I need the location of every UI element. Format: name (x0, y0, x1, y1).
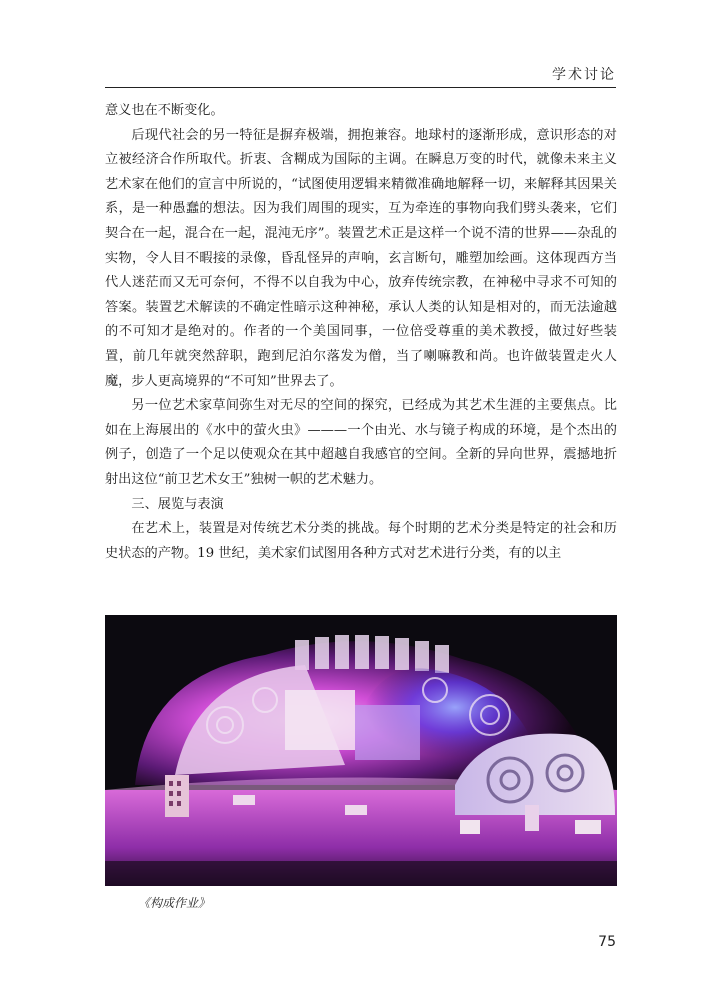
figure-caption: 《构成作业》 (138, 896, 211, 910)
figure-photo (105, 615, 617, 886)
stage-model-photo (105, 615, 617, 886)
body-text (105, 99, 617, 566)
page-number: 75 (598, 934, 616, 950)
running-header-title: 学术讨论 (552, 67, 616, 83)
section-heading: 三、展览与表演 (131, 496, 224, 512)
header-rule (105, 87, 616, 88)
paragraph: 另一位艺术家草间弥生对无尽的空间的探究，已经成为其艺术生涯的主要焦点。比如在上海展出的《水中的萤火虫》———一个由光、水与镜子构成的环境，是个杰出的例子，创造了一个足以使观众在其中超越自我感官的空间。全新的异向世界，震撼地折射出这位“前卫艺术女王”独树一帜的艺术魅力。 (105, 398, 617, 487)
paragraph: 在艺术上，装置是对传统艺术分类的挑战。每个时期的艺术分类是特定的社会和历史状态的产物。19 世纪，美术家们试图用各种方式对艺术进行分类，有的以主 (105, 521, 617, 561)
paragraph: 后现代社会的另一特征是摒弃极端，拥抱兼容。地球村的逐渐形成，意识形态的对立被经济合作所取代。折衷、含糊成为国际的主调。在瞬息万变的时代，就像未来主义艺术家在他们的宣言中所说的，“试图使用逻辑来精微准确地解释一切，来解释其因果关系，是一种愚蠢的想法。因为我们周围的现实，互为牵连的事物向我们劈头袭来，它们契合在一起，混合在一起，混沌无序”。装置艺术正是这样一个说不清的世界——杂乱的实物，令人目不暇接的录像，昏乱怪异的声响，玄言断句，雕塑加绘画。这体现西方当代人迷茫而又无可奈何，不得不以自我为中心，放弃传统宗教，在神秘中寻求不可知的答案。装置艺术解读的不确定性暗示这种神秘，承认人类的认知是相对的，而无法逾越的不可知才是绝对的。作者的一个美国同事，一位倍受尊重的美术教授，做过好些装置，前几年就突然辞职，跑到尼泊尔落发为僧，当了喇嘛教和尚。也许做装置走火人魔，步人更高境界的“不可知”世界去了。 (105, 127, 617, 389)
paragraph-continuation: 意义也在不断变化。 (105, 103, 224, 118)
